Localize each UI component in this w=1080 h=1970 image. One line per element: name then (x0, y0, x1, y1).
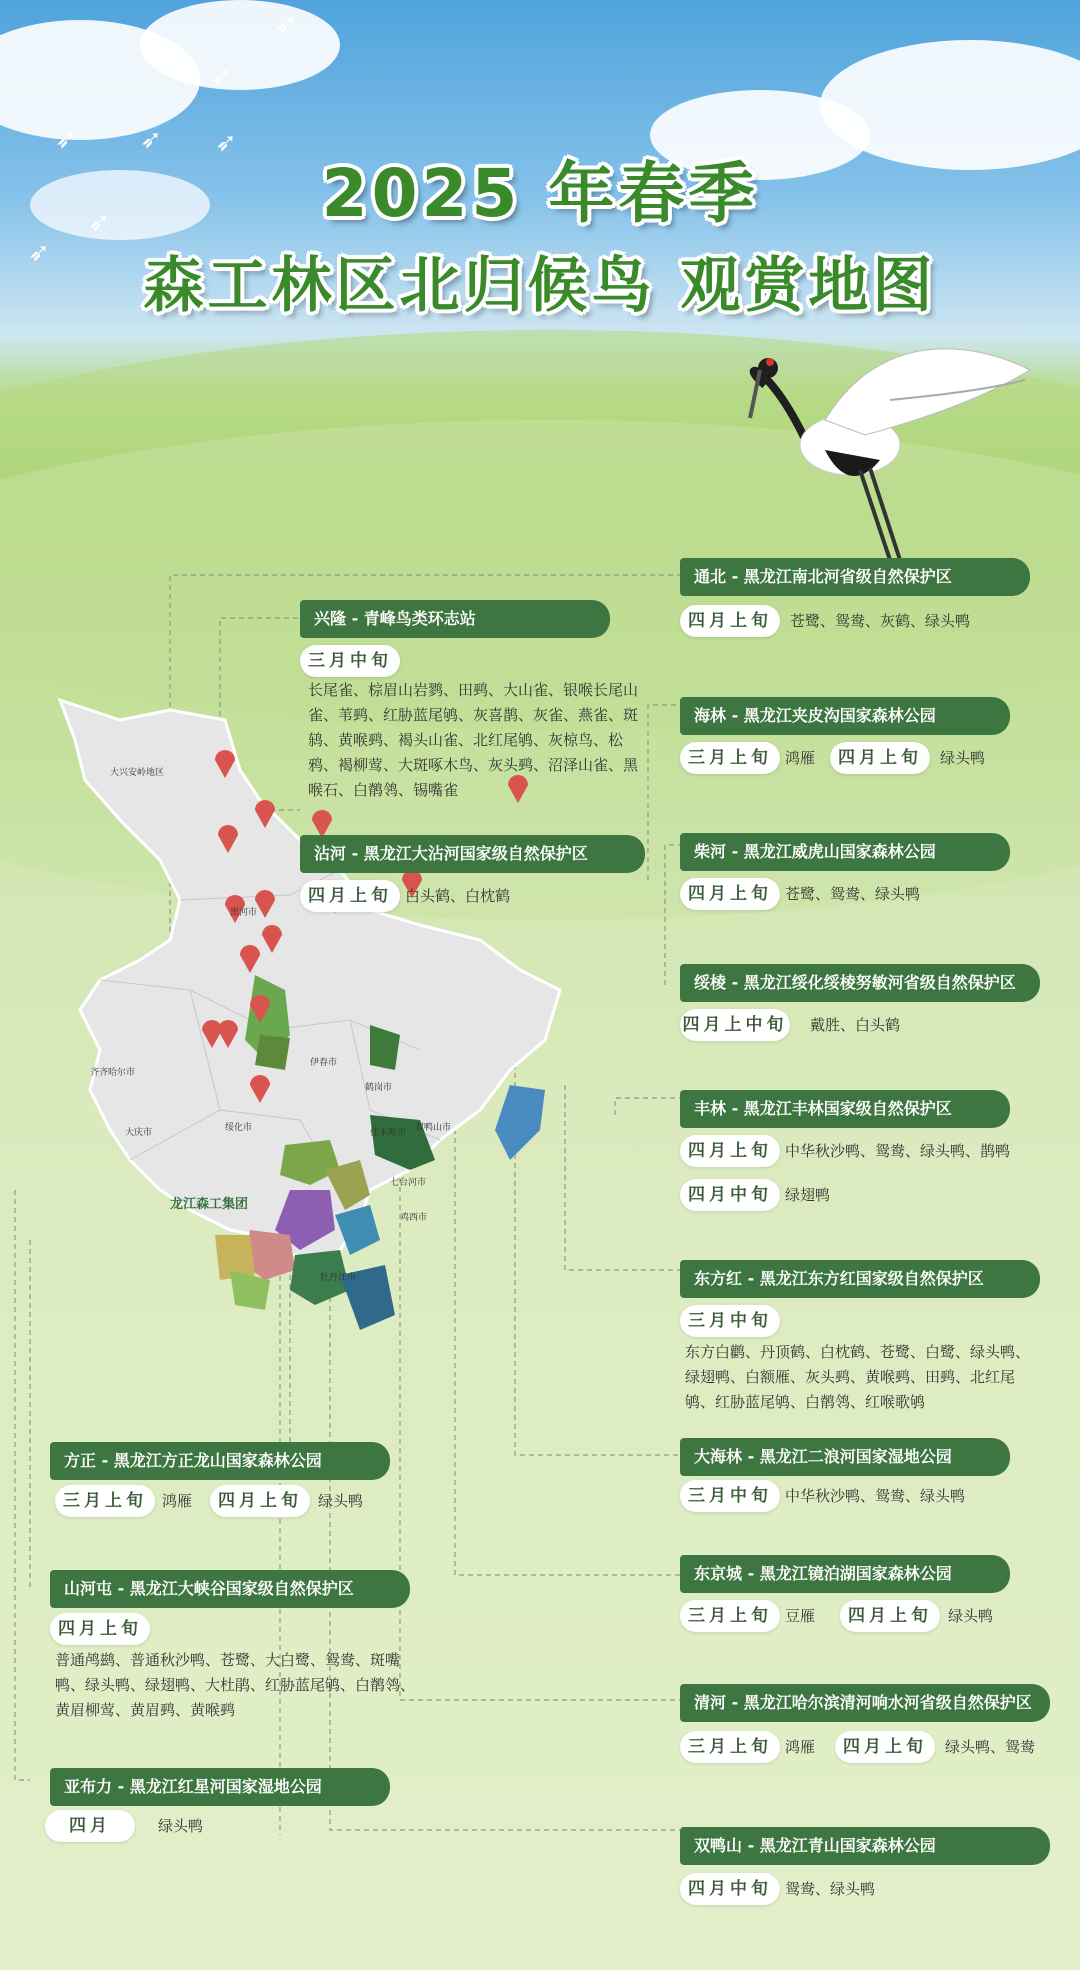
site-label-hailin: 海林 - 黑龙江夹皮沟国家森林公园 (680, 697, 1010, 735)
site-label-suiling: 绥棱 - 黑龙江绥化绥棱努敏河省级自然保护区 (680, 964, 1040, 1002)
site-label-tongbei: 通北 - 黑龙江南北河省级自然保护区 (680, 558, 1030, 596)
page-title: 2025 年春季 (321, 155, 759, 232)
time-tag: 三月上旬 (680, 1731, 780, 1763)
time-tag: 三月上旬 (680, 1600, 780, 1632)
time-tag: 四月上旬 (50, 1613, 150, 1645)
group-label: 龙江森工集团 (170, 1197, 249, 1212)
time-tag: 四月上旬 (680, 1135, 780, 1167)
site-label-dahailin: 大海林 - 黑龙江二浪河国家湿地公园 (680, 1438, 1010, 1476)
bird-icon: ➶ (215, 128, 237, 158)
time-tag: 四月中旬 (680, 1179, 780, 1211)
time-tag: 四月上旬 (840, 1600, 940, 1632)
site-label-yabuli: 亚布力 - 黑龙江红星河国家湿地公园 (50, 1768, 390, 1806)
site-label-chaihe: 柴河 - 黑龙江威虎山国家森林公园 (680, 833, 1010, 871)
bird-list: 长尾雀、棕眉山岩鹨、田鹀、大山雀、银喉长尾山雀、苇鹀、红胁蓝尾鸲、灰喜鹊、灰雀、燕雀、斑鸫、黄喉鹀、褐头山雀、北红尾鸲、灰椋鸟、松鸦、褐柳莺、大斑啄木鸟、灰头鹀、沼泽山雀、黑喉石、白鹡鸰、锡嘴雀 (308, 681, 639, 799)
bird-list: 中华秋沙鸭、鸳鸯、绿头鸭、鹊鸭 (785, 1142, 1011, 1160)
time-tag: 四月上旬 (835, 1731, 935, 1763)
time-tag: 四月中旬 (680, 1873, 780, 1905)
site-label-shanhetun: 山河屯 - 黑龙江大峡谷国家级自然保护区 (50, 1570, 410, 1608)
bird-icon: ➶ (55, 125, 77, 155)
city-label: 双鸭山市 (415, 1123, 452, 1133)
time-tag: 四月上旬 (830, 742, 930, 774)
bird-list: 绿翅鸭 (785, 1186, 831, 1204)
bird-list: 苍鹭、鸳鸯、灰鹤、绿头鸭 (790, 612, 971, 630)
bird-list: 鸿雁 (785, 1738, 816, 1756)
bird-list: 绿头鸭 (940, 749, 986, 767)
bird-list: 戴胜、白头鹤 (810, 1016, 901, 1034)
time-tag: 三月上旬 (680, 742, 780, 774)
bird-icon: ➶ (88, 208, 110, 238)
bird-icon: ➶ (275, 10, 297, 40)
bird-list: 白头鹤、白枕鹤 (405, 887, 511, 905)
city-label: 大兴安岭地区 (110, 768, 165, 778)
city-label: 绥化市 (225, 1123, 253, 1133)
bird-list: 鸳鸯、绿头鸭 (785, 1880, 876, 1898)
bird-list: 绿头鸭 (318, 1492, 364, 1510)
city-label: 七台河市 (390, 1178, 427, 1188)
time-tag: 四月上中旬 (680, 1009, 790, 1041)
bird-list: 苍鹭、鸳鸯、绿头鸭 (785, 885, 921, 903)
city-label: 黑河市 (230, 908, 258, 918)
site-label-shuangyashan: 双鸭山 - 黑龙江青山国家森林公园 (680, 1827, 1050, 1865)
bird-list: 东方白鹳、丹顶鹤、白枕鹤、苍鹭、白鹭、绿头鸭、绿翅鸭、白额雁、灰头鹀、黄喉鹀、田鹀、北红尾鸲、红胁蓝尾鸲、白鹡鸰、红喉歌鸲 (685, 1343, 1031, 1411)
time-tag: 四月上旬 (300, 880, 400, 912)
bird-list: 绿头鸭 (158, 1817, 204, 1835)
bird-list: 鸿雁 (162, 1492, 193, 1510)
time-tag: 四月 (45, 1810, 135, 1842)
bird-icon: ➶ (140, 125, 162, 155)
city-label: 牡丹江市 (320, 1273, 357, 1283)
time-tag: 四月上旬 (210, 1485, 310, 1517)
site-label-fenglin: 丰林 - 黑龙江丰林国家级自然保护区 (680, 1090, 1010, 1128)
bird-list: 普通鸬鹚、普通秋沙鸭、苍鹭、大白鹭、鸳鸯、斑嘴鸭、绿头鸭、绿翅鸭、大杜鹃、红胁蓝尾鸲、白鹡鸰、黄眉柳莺、黄眉鹀、黄喉鹀 (55, 1651, 416, 1719)
site-label-dongjingcheng: 东京城 - 黑龙江镜泊湖国家森林公园 (680, 1555, 1010, 1593)
city-label: 伊春市 (310, 1058, 338, 1068)
time-tag: 三月中旬 (680, 1305, 780, 1337)
city-label: 鸡西市 (400, 1213, 428, 1223)
site-label-dongfanghong: 东方红 - 黑龙江东方红国家级自然保护区 (680, 1260, 1040, 1298)
bird-list: 鸿雁 (785, 749, 816, 767)
bird-list: 豆雁 (785, 1607, 816, 1625)
city-label: 鹤岗市 (365, 1083, 393, 1093)
city-label: 大庆市 (125, 1128, 153, 1138)
time-tag: 四月上旬 (680, 605, 780, 637)
bird-list: 绿头鸭 (948, 1607, 994, 1625)
time-tag: 四月上旬 (680, 878, 780, 910)
map-pin-icon (312, 810, 332, 838)
time-tag: 三月中旬 (680, 1480, 780, 1512)
bird-icon: ➶ (210, 62, 232, 92)
page-subtitle: 森工林区北归候鸟 观赏地图 (143, 251, 937, 321)
time-tag: 三月上旬 (55, 1485, 155, 1517)
site-label-xinglong: 兴隆 - 青峰鸟类环志站 (300, 600, 610, 638)
site-label-zhanhe: 沾河 - 黑龙江大沾河国家级自然保护区 (300, 835, 645, 873)
city-label: 佳木斯市 (370, 1128, 407, 1138)
time-tag: 三月中旬 (300, 645, 400, 677)
bird-list: 中华秋沙鸭、鸳鸯、绿头鸭 (785, 1487, 966, 1505)
site-label-qinghe: 清河 - 黑龙江哈尔滨清河响水河省级自然保护区 (680, 1684, 1050, 1722)
city-label: 齐齐哈尔市 (90, 1068, 136, 1078)
site-label-fangzheng: 方正 - 黑龙江方正龙山国家森林公园 (50, 1442, 390, 1480)
bird-icon: ➶ (28, 238, 50, 268)
bird-list: 绿头鸭、鸳鸯 (945, 1738, 1036, 1756)
